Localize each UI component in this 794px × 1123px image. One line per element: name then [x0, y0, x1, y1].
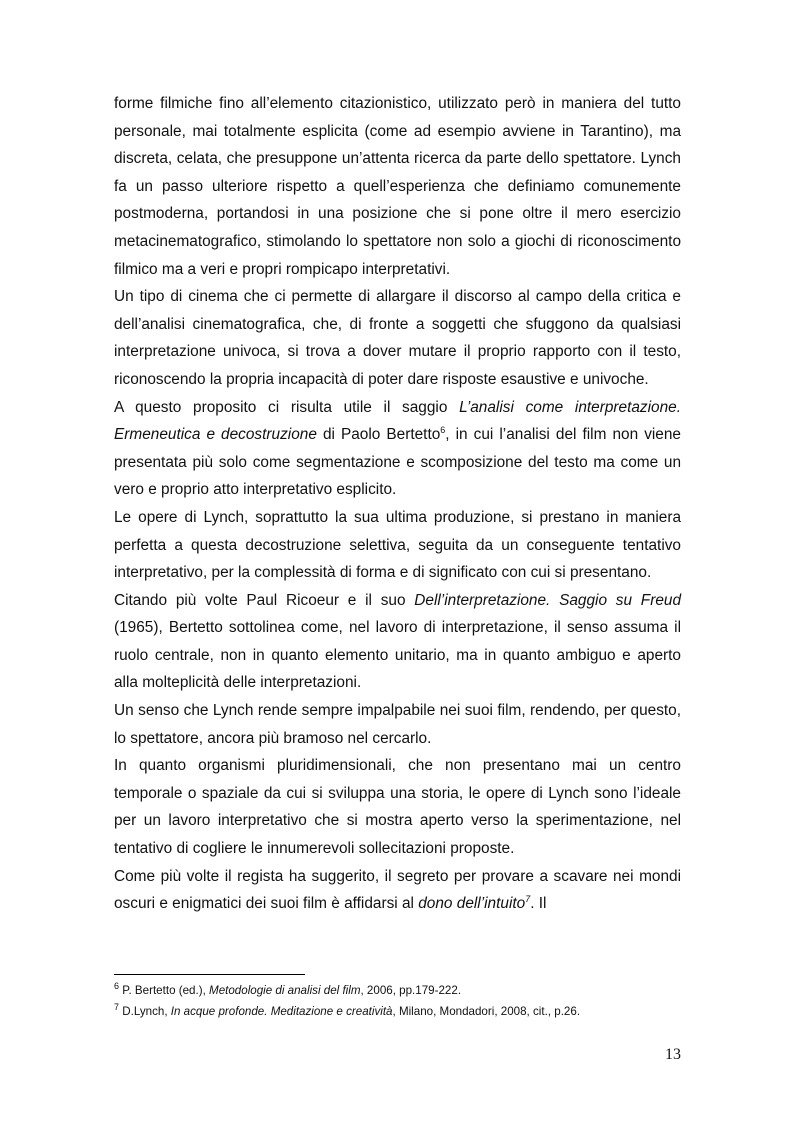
- footnote-separator: [114, 974, 305, 975]
- footnote-reference: 7: [114, 1002, 120, 1013]
- footnote-reference: 7: [525, 894, 531, 905]
- italic-text: Dell’interpretazione. Saggio su Freud: [414, 591, 682, 609]
- paragraph: [114, 283, 681, 393]
- footnote-reference: 6: [114, 981, 120, 992]
- text-run: forme filmiche fino all’elemento citazionistico, utilizzato però in maniera del tutto personale, mai totalmente esplicita (come ad esempio avviene in Tarantino), ma discreta, celata, che presuppone un’attenta ricerca da parte dello spettatore. Lynch fa un passo ulteriore rispetto a quell’esperienza che definiamo comunemente postmoderna, portandosi in una posizione che si pone oltre il mero esercizio metacinematografico, stimolando lo spettatore non solo a giochi di riconoscimento filmico ma a veri e propri rompicapo interpretativi.: [114, 95, 681, 278]
- paragraph: [114, 587, 681, 697]
- page-number: 13: [665, 1046, 681, 1063]
- text-run: Come più volte il regista ha suggerito, il segreto per provare a scavare nei mondi oscuri e enigmatici dei suoi film è affidarsi al: [114, 867, 681, 913]
- footnote: [114, 1001, 681, 1022]
- text-run: P. Bertetto (ed.),: [119, 984, 210, 997]
- paragraph: [114, 90, 681, 283]
- footnote: [114, 980, 681, 1001]
- footnotes: [114, 980, 681, 1022]
- text-run: Un senso che Lynch rende sempre impalpabile nei suoi film, rendendo, per questo, lo spettatore, ancora più bramoso nel cercarlo.: [114, 702, 681, 747]
- paragraph: [114, 752, 681, 862]
- italic-text: In acque profonde. Meditazione e creatività: [170, 1005, 393, 1018]
- paragraph: [114, 863, 681, 918]
- text-run: In quanto organismi pluridimensionali, che non presentano mai un centro temporale o spaziale da cui si sviluppa una storia, le opere di Lynch sono l’ideale per un lavoro interpretativo che si mostra aperto verso la sperimentazione, nel tentativo di cogliere le innumerevoli sollecitazioni proposte.: [114, 757, 681, 858]
- paragraph: [114, 697, 681, 752]
- paragraph: [114, 504, 681, 587]
- text-run: Un tipo di cinema che ci permette di allargare il discorso al campo della critica e dell’analisi cinematografica, che, di fronte a soggetti che sfuggono da qualsiasi interpretazione univoca, si trova a dover mutare il proprio rapporto con il testo, riconoscendo la propria incapacità di poter dare risposte esaustive e univoche.: [114, 288, 681, 388]
- text-run: . Il: [530, 895, 547, 913]
- text-run: D.Lynch,: [119, 1005, 171, 1018]
- text-run: Citando più volte Paul Ricoeur e il suo: [114, 591, 415, 609]
- footnote-reference: 6: [440, 425, 446, 435]
- italic-text: dono dell’intuito: [418, 895, 526, 913]
- text-run: di Paolo Bertetto: [316, 426, 441, 444]
- text-run: , 2006, pp.179-222.: [360, 984, 462, 997]
- paragraph: [114, 394, 681, 504]
- italic-text: Metodologie di analisi del film: [209, 984, 361, 997]
- body-text: [114, 90, 681, 918]
- italic-text: L’analisi come interpretazione. Ermeneutica e decostruzione: [114, 398, 681, 444]
- text-run: (1965), Bertetto sottolinea come, nel lavoro di interpretazione, il senso assuma il ruolo centrale, non in quanto elemento unitario, ma in quanto ambiguo e aperto alla molteplicità delle interpretazioni.: [114, 619, 681, 692]
- text-run: , in cui l’analisi del film non viene presentata più solo come segmentazione e scomposizione del testo ma come un vero e proprio atto interpretativo esplicito.: [114, 426, 681, 499]
- text-run: , Milano, Mondadori, 2008, cit., p.26.: [392, 1005, 581, 1018]
- text-run: Le opere di Lynch, soprattutto la sua ultima produzione, si prestano in maniera perfetta a questa decostruzione selettiva, seguita da un conseguente tentativo interpretativo, per la complessità di forma e di significato con cui si presentano.: [114, 508, 681, 582]
- text-run: A questo proposito ci risulta utile il saggio: [114, 398, 460, 416]
